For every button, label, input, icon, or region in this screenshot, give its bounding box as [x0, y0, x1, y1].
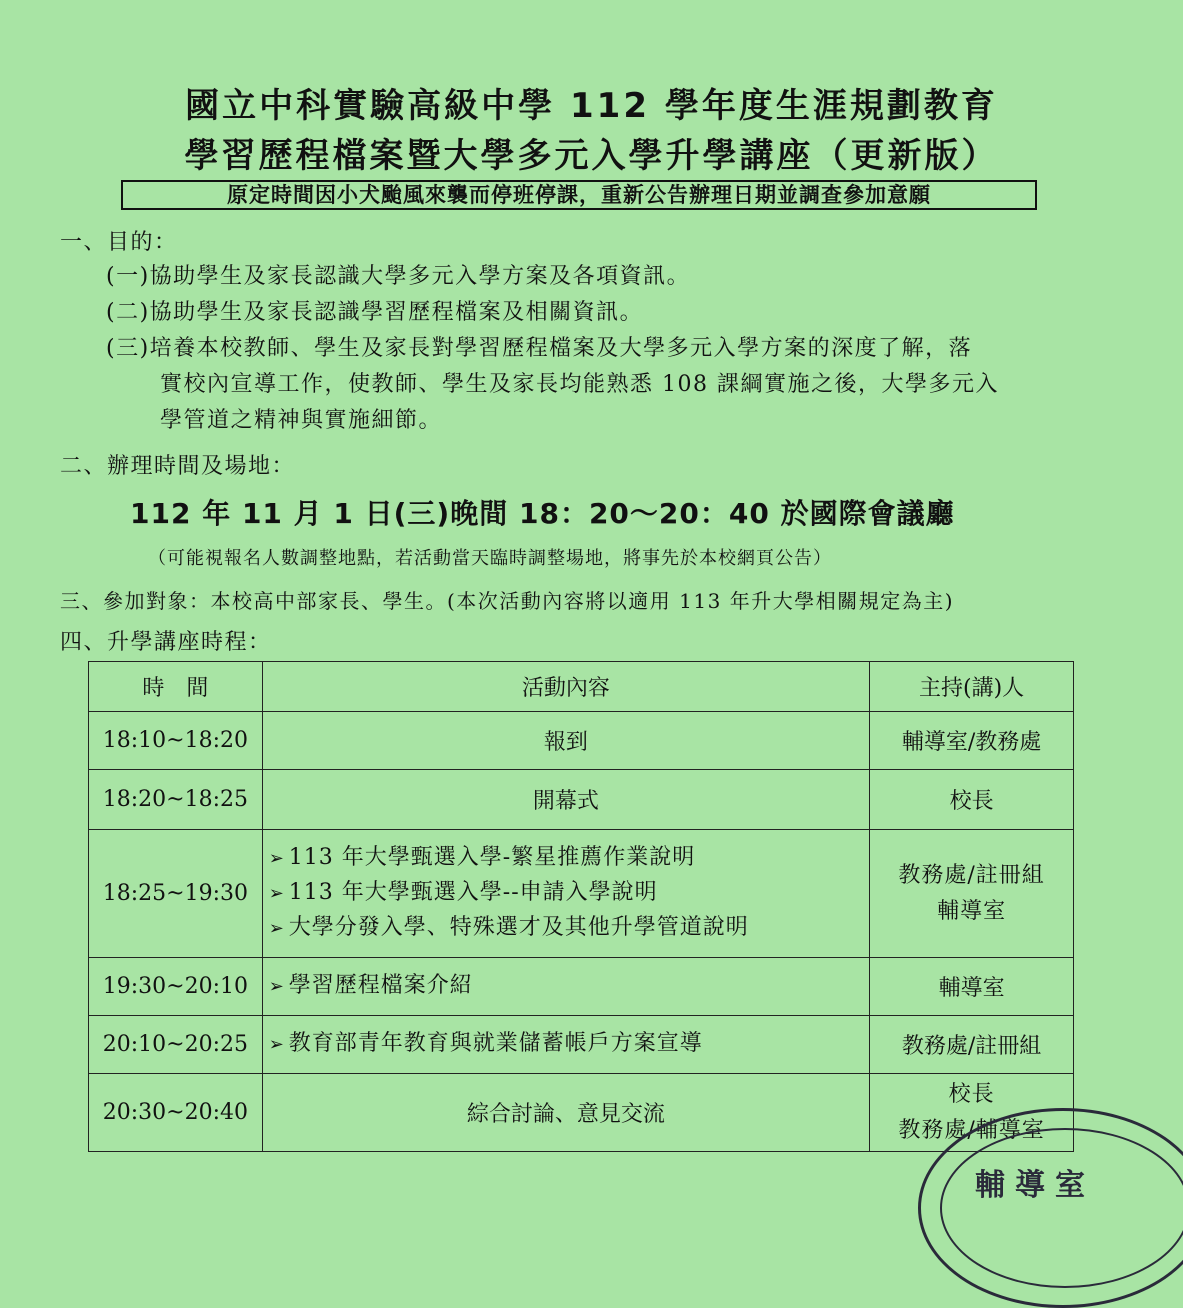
table-row — [89, 1016, 1074, 1074]
table-row — [89, 712, 1074, 770]
row-host: 輔導室/教務處 — [870, 712, 1074, 770]
row-time: 18:20~18:25 — [89, 770, 263, 830]
list-item — [269, 1027, 863, 1062]
row-time: 18:25~19:30 — [89, 830, 263, 958]
list-item — [269, 911, 863, 946]
arrow-bullet-icon: ➢ — [268, 883, 285, 904]
time-venue-heading: 二、辦理時間及場地： — [60, 454, 296, 479]
purpose-item-3-cont-1: 實校內宣導工作，使教師、學生及家長均能熟悉 108 課綱實施之後，大學多元入 — [160, 372, 999, 397]
row-host — [870, 830, 1074, 958]
list-item-text: 學習歷程檔案介紹 — [288, 973, 473, 998]
header-content: 活動內容 — [262, 662, 869, 712]
list-item-text: 教育部青年教育與就業儲蓄帳戶方案宣導 — [288, 1031, 703, 1056]
row-time: 19:30~20:10 — [89, 958, 263, 1016]
arrow-bullet-icon: ➢ — [268, 848, 285, 869]
row-time: 18:10~18:20 — [89, 712, 263, 770]
host-line: 教務處/註冊組 — [898, 862, 1045, 888]
postponement-notice: 原定時間因小犬颱風來襲而停班停課，重新公告辦理日期並調查參加意願 — [121, 180, 1037, 210]
purpose-item-3-cont-2: 學管道之精神與實施細節。 — [160, 408, 443, 433]
row-host: 教務處/註冊組 — [870, 1016, 1074, 1074]
header-time: 時 間 — [89, 662, 263, 712]
purpose-heading: 一、目的： — [60, 230, 178, 255]
arrow-bullet-icon: ➢ — [268, 976, 285, 997]
table-header-row — [89, 662, 1074, 712]
table-row — [89, 958, 1074, 1016]
list-item — [269, 876, 863, 911]
list-item — [269, 969, 863, 1004]
row-content: 綜合討論、意見交流 — [262, 1074, 869, 1152]
official-seal-inner-ring — [940, 1128, 1183, 1288]
arrow-bullet-icon: ➢ — [268, 1034, 285, 1055]
row-content — [262, 958, 869, 1016]
purpose-item-2: (二)協助學生及家長認識學習歷程檔案及相關資訊。 — [106, 300, 644, 325]
row-host: 輔導室 — [870, 958, 1074, 1016]
table-row — [89, 1074, 1074, 1152]
table-row — [89, 770, 1074, 830]
list-item — [269, 841, 863, 876]
host-line: 輔導室 — [937, 898, 1007, 924]
document-title-line-1: 國立中科實驗高級中學 112 學年度生涯規劃教育 — [185, 86, 998, 126]
host-line: 校長 — [948, 1081, 995, 1107]
document-title-line-2: 學習歷程檔案暨大學多元入學升學講座（更新版） — [184, 136, 999, 176]
row-host: 校長 — [870, 770, 1074, 830]
schedule-table — [88, 661, 1074, 1152]
host-line: 教務處/輔導室 — [898, 1117, 1045, 1143]
row-content — [262, 830, 869, 958]
purpose-item-3: (三)培養本校教師、學生及家長對學習歷程檔案及大學多元入學方案的深度了解，落 — [106, 336, 973, 361]
row-content — [262, 1016, 869, 1074]
event-time-venue: 112 年 11 月 1 日(三)晚間 18：20～20：40 於國際會議廳 — [130, 497, 955, 530]
table-row — [89, 830, 1074, 958]
arrow-bullet-icon: ➢ — [268, 918, 285, 939]
list-item-text: 113 年大學甄選入學--申請入學說明 — [288, 880, 658, 905]
row-time: 20:10~20:25 — [89, 1016, 263, 1074]
venue-change-note: （可能視報名人數調整地點，若活動當天臨時調整場地，將事先於本校網頁公告） — [148, 548, 832, 569]
row-time: 20:30~20:40 — [89, 1074, 263, 1152]
list-item-text: 113 年大學甄選入學-繁星推薦作業說明 — [288, 845, 696, 870]
row-content: 開幕式 — [262, 770, 869, 830]
audience-line: 三、參加對象：本校高中部家長、學生。(本次活動內容將以適用 113 年升大學相關規定為主) — [60, 589, 954, 613]
list-item-text: 大學分發入學、特殊選才及其他升學管道說明 — [288, 915, 749, 940]
official-seal-text: 輔導室 — [975, 1168, 1095, 1203]
header-host: 主持(講)人 — [870, 662, 1074, 712]
program-heading: 四、升學講座時程： — [60, 630, 272, 655]
purpose-item-1: (一)協助學生及家長認識大學多元入學方案及各項資訊。 — [106, 264, 691, 289]
row-content: 報到 — [262, 712, 869, 770]
